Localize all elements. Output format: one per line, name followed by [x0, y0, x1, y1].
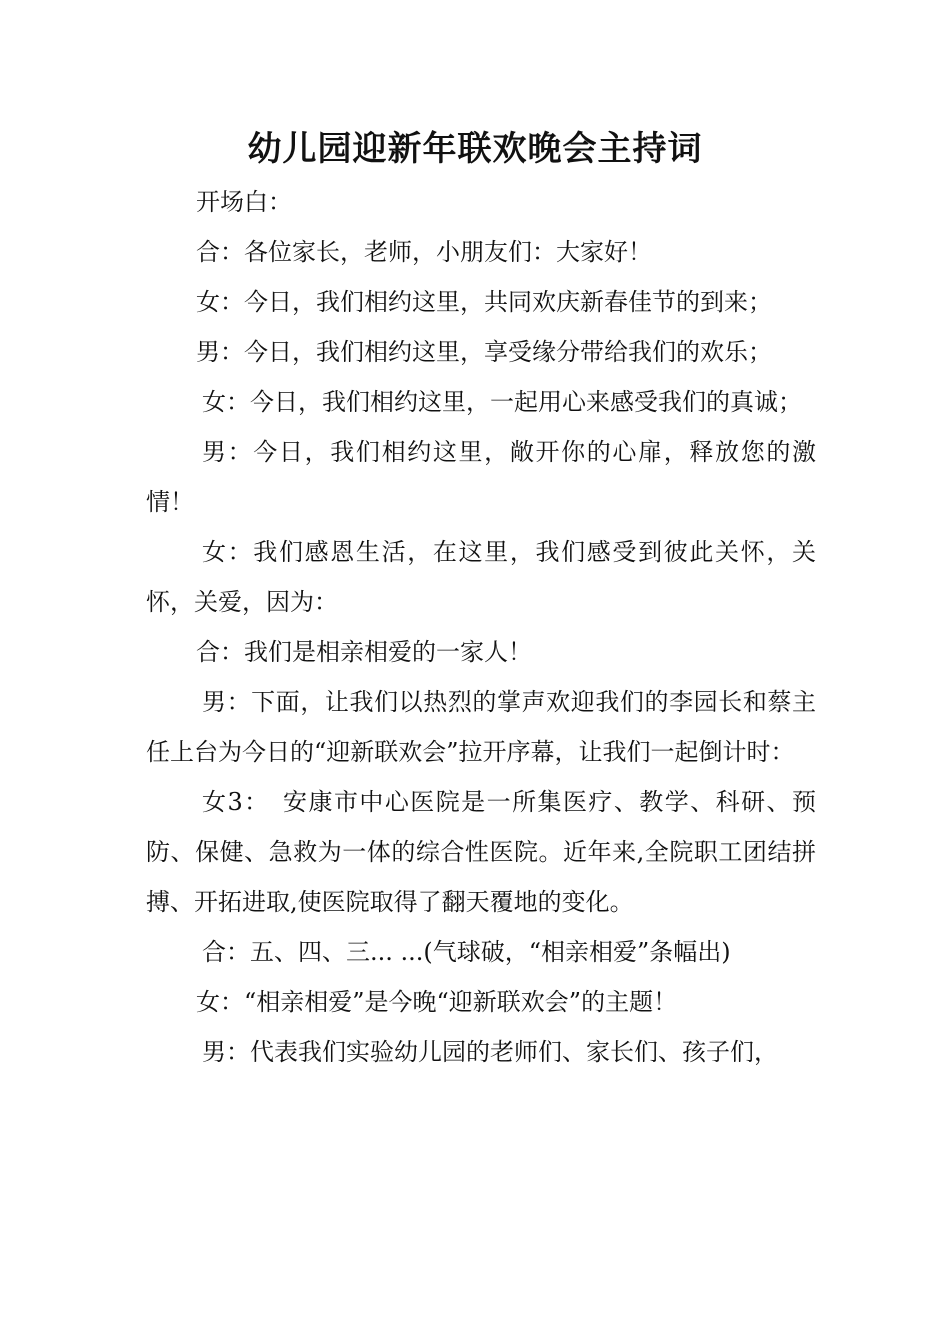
paragraph-male-3: 男：下面，让我们以热烈的掌声欢迎我们的李园长和蔡主任上台为今日的“迎新联欢会”拉开序幕，让我们一起倒计时：	[146, 688, 816, 766]
paragraph-together-greeting: 合：各位家长，老师，小朋友们：大家好！	[196, 238, 652, 266]
paragraph-male-1: 男：今日，我们相约这里，享受缘分带给我们的欢乐；	[196, 338, 772, 366]
paragraph-together-family: 合：我们是相亲相爱的一家人！	[196, 638, 532, 666]
paragraph-together-countdown: 合：五、四、三... ...(气球破，“相亲相爱”条幅出)	[202, 938, 731, 966]
paragraph-female-intro: 女3： 安康市中心医院是一所集医疗、教学、科研、预防、保健、急救为一体的综合性医院。近年来,全院职工团结拼搏、开拓进取,使医院取得了翻天覆地的变化。	[146, 788, 816, 916]
paragraph-male-2: 男：今日，我们相约这里，敞开你的心扉，释放您的激情！	[146, 438, 816, 516]
paragraph-female-2: 女：今日，我们相约这里，一起用心来感受我们的真诚；	[202, 388, 802, 416]
paragraph-female-1: 女：今日，我们相约这里，共同欢庆新春佳节的到来；	[196, 288, 772, 316]
paragraph-female-theme: 女：“相亲相爱”是今晚“迎新联欢会”的主题！	[196, 988, 678, 1016]
document-body	[146, 177, 816, 1077]
document-title: 幼儿园迎新年联欢晚会主持词	[247, 129, 703, 169]
paragraph-opening: 开场白：	[196, 188, 292, 216]
paragraph-male-representative: 男：代表我们实验幼儿园的老师们、家长们、孩子们，	[202, 1038, 778, 1066]
paragraph-female-3: 女：我们感恩生活，在这里，我们感受到彼此关怀，关怀，关爱，因为：	[146, 538, 816, 616]
